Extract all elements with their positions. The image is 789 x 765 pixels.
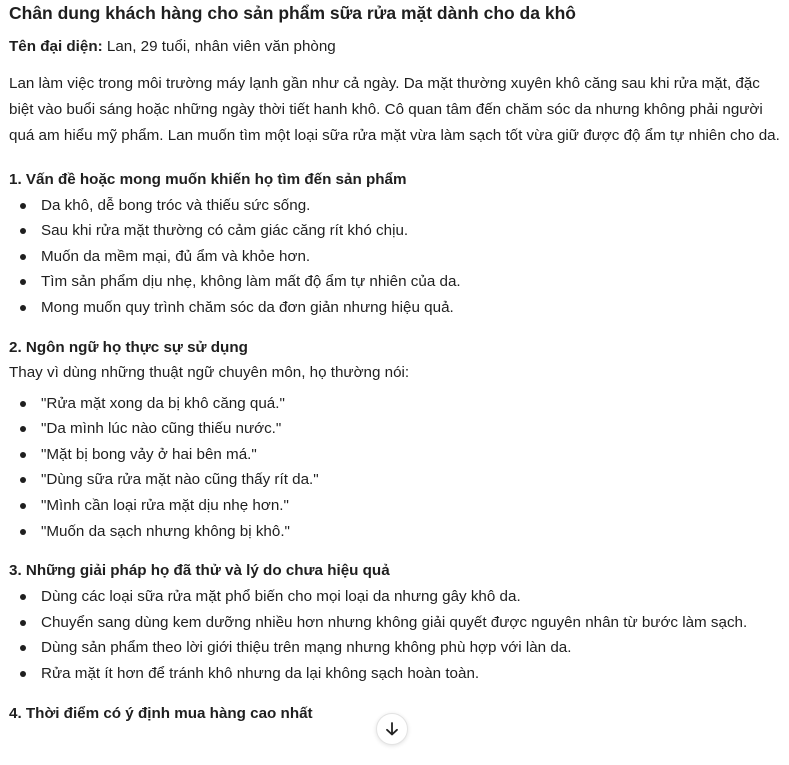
- list-item: Dùng các loại sữa rửa mặt phổ biến cho mọi loại da nhưng gây khô da.: [9, 584, 784, 610]
- list-item: Tìm sản phẩm dịu nhẹ, không làm mất độ ẩm tự nhiên của da.: [9, 269, 784, 295]
- list-item: Rửa mặt ít hơn để tránh khô nhưng da lại không sạch hoàn toàn.: [9, 661, 784, 687]
- document: [9, 0, 784, 724]
- section-heading: 2. Ngôn ngữ họ thực sự sử dụng: [9, 338, 248, 356]
- list-item: "Mình cần loại rửa mặt dịu nhẹ hơn.": [9, 493, 784, 519]
- section-heading: 1. Vấn đề hoặc mong muốn khiến họ tìm đến sản phẩm: [9, 170, 407, 188]
- bullet-list: [9, 391, 784, 545]
- intro-paragraph: Lan làm việc trong môi trường máy lạnh gần như cả ngày. Da mặt thường xuyên khô căng sau khi rửa mặt, đặc biệt vào buổi sáng hoặc những ngày thời tiết hanh khô. Cô quan tâm đến chăm sóc da nhưng không phải người quá am hiểu mỹ phẩm. Lan muốn tìm một loại sữa rửa mặt vừa làm sạch tốt vừa giữ được độ ẩm tự nhiên cho da.: [9, 75, 780, 145]
- list-item: "Da mình lúc nào cũng thiếu nước.": [9, 416, 784, 442]
- section-subtext: Thay vì dùng những thuật ngữ chuyên môn, họ thường nói:: [9, 363, 410, 381]
- arrow-down-icon: [384, 721, 400, 737]
- section-2: [9, 338, 784, 545]
- section-3: [9, 561, 784, 686]
- list-item: Muốn da mềm mại, đủ ẩm và khỏe hơn.: [9, 244, 784, 270]
- section-heading: 4. Thời điểm có ý định mua hàng cao nhất: [9, 704, 313, 722]
- representative-value: Lan, 29 tuổi, nhân viên văn phòng: [102, 38, 336, 55]
- list-item: "Rửa mặt xong da bị khô căng quá.": [9, 391, 784, 417]
- list-item: "Mặt bị bong vảy ở hai bên má.": [9, 442, 784, 468]
- representative-line: [9, 37, 784, 57]
- document-title: Chân dung khách hàng cho sản phẩm sữa rửa mặt dành cho da khô: [9, 3, 576, 23]
- bullet-list: [9, 193, 784, 321]
- list-item: Dùng sản phẩm theo lời giới thiệu trên mạng nhưng không phù hợp với làn da.: [9, 635, 784, 661]
- list-item: Chuyển sang dùng kem dưỡng nhiều hơn nhưng không giải quyết được nguyên nhân từ bước làm sạch.: [9, 610, 784, 636]
- list-item: Mong muốn quy trình chăm sóc da đơn giản nhưng hiệu quả.: [9, 295, 784, 321]
- list-item: "Muốn da sạch nhưng không bị khô.": [9, 519, 784, 545]
- list-item: "Dùng sữa rửa mặt nào cũng thấy rít da.": [9, 467, 784, 493]
- representative-label: Tên đại diện:: [9, 38, 103, 55]
- scroll-down-button[interactable]: [376, 713, 408, 745]
- list-item: Sau khi rửa mặt thường có cảm giác căng rít khó chịu.: [9, 218, 784, 244]
- section-1: [9, 170, 784, 321]
- bullet-list: [9, 584, 784, 686]
- list-item: Da khô, dễ bong tróc và thiếu sức sống.: [9, 193, 784, 219]
- section-heading: 3. Những giải pháp họ đã thử và lý do chưa hiệu quả: [9, 562, 390, 580]
